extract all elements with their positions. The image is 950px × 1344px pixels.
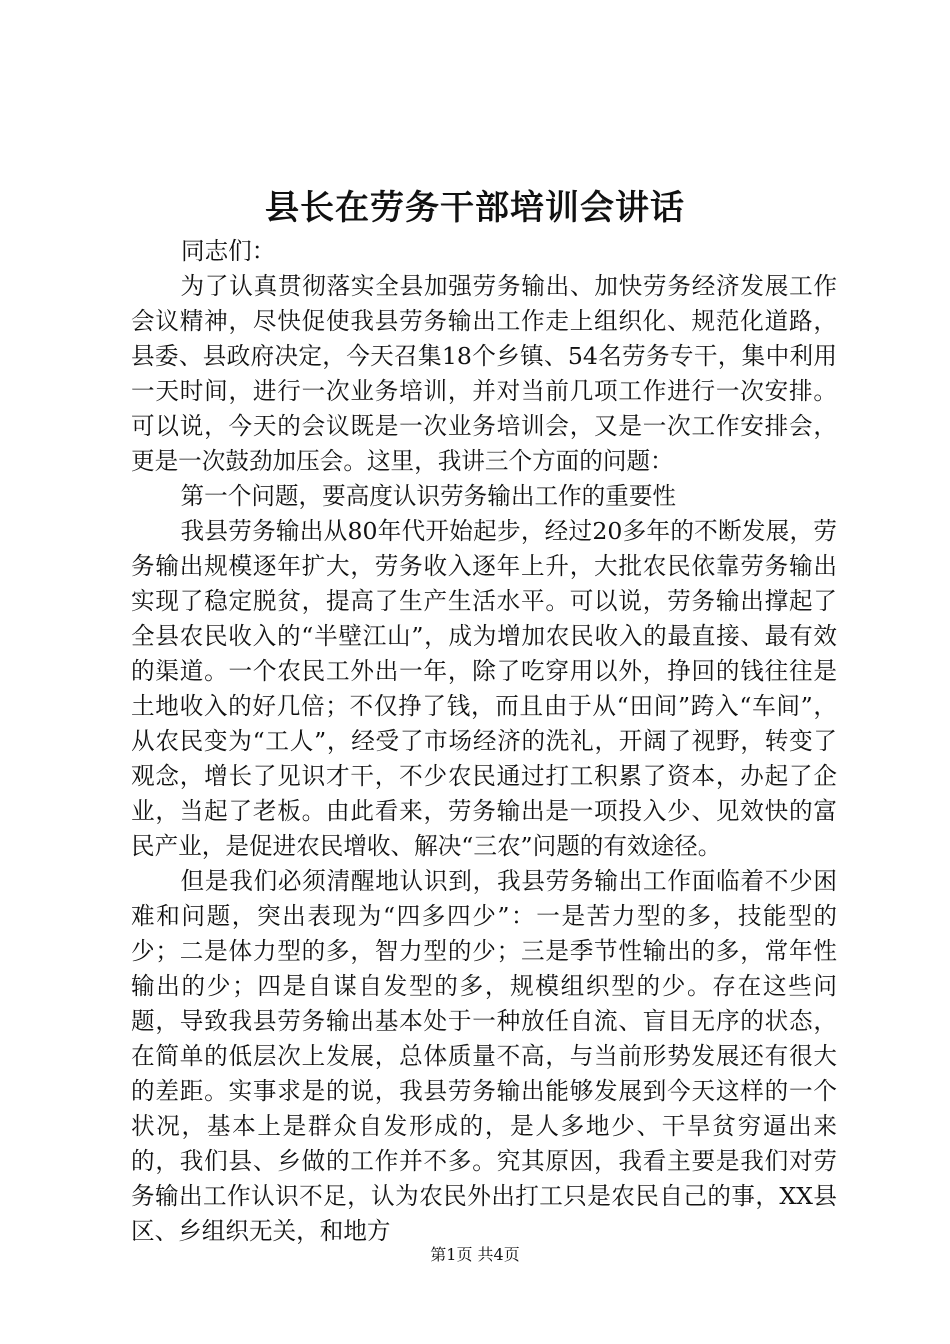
- paragraph-intro: 为了认真贯彻落实全县加强劳务输出、加快劳务经济发展工作会议精神，尽快促使我县劳务输出工作走上组织化、规范化道路，县委、县政府决定，今天召集18个乡镇、54名劳务专干，集中利用一天时间，进行一次业务培训，并对当前几项工作进行一次安排。可以说，今天的会议既是一次业务培训会，又是一次工作安排会，更是一次鼓劲加压会。这里，我讲三个方面的问题：: [131, 272, 837, 475]
- document-body: [131, 234, 837, 1249]
- paragraph-problems: 但是我们必须清醒地认识到，我县劳务输出工作面临着不少困难和问题，突出表现为“四多四少”：一是苦力型的多，技能型的少；二是体力型的多，智力型的少；三是季节性输出的多，常年性输出的少；四是自谋自发型的多，规模组织型的少。存在这些问题，导致我县劳务输出基本处于一种放任自流、盲目无序的状态，在简单的低层次上发展，总体质量不高，与当前形势发展还有很大的差距。实事求是的说，我县劳务输出能够发展到今天这样的一个状况，基本上是群众自发形成的，是人多地少、干旱贫穷逼出来的，我们县、乡做的工作并不多。究其原因，我看主要是我们对劳务输出工作认识不足，认为农民外出打工只是农民自己的事，XX县区、乡组织无关，和地方: [131, 867, 837, 1245]
- page-footer: 第1页 共4页: [430, 1245, 520, 1264]
- section-heading-1: 第一个问题，要高度认识劳务输出工作的重要性: [180, 482, 677, 510]
- salutation: 同志们：: [181, 237, 276, 265]
- paragraph-importance: 我县劳务输出从80年代开始起步，经过20多年的不断发展，劳务输出规模逐年扩大，劳务收入逐年上升，大批农民依靠劳务输出实现了稳定脱贫，提高了生产生活水平。可以说，劳务输出撑起了全县农民收入的“半壁江山”，成为增加农民收入的最直接、最有效的渠道。一个农民工外出一年，除了吃穿用以外，挣回的钱往往是土地收入的好几倍；不仅挣了钱，而且由于从“田间”跨入“车间”，从农民变为“工人”，经受了市场经济的洗礼，开阔了视野，转变了观念，增长了见识才干，不少农民通过打工积累了资本，办起了企业，当起了老板。由此看来，劳务输出是一项投入少、见效快的富民产业，是促进农民增收、解决“三农”问题的有效途径。: [131, 517, 837, 860]
- document-title: 县长在劳务干部培训会讲话: [265, 188, 685, 228]
